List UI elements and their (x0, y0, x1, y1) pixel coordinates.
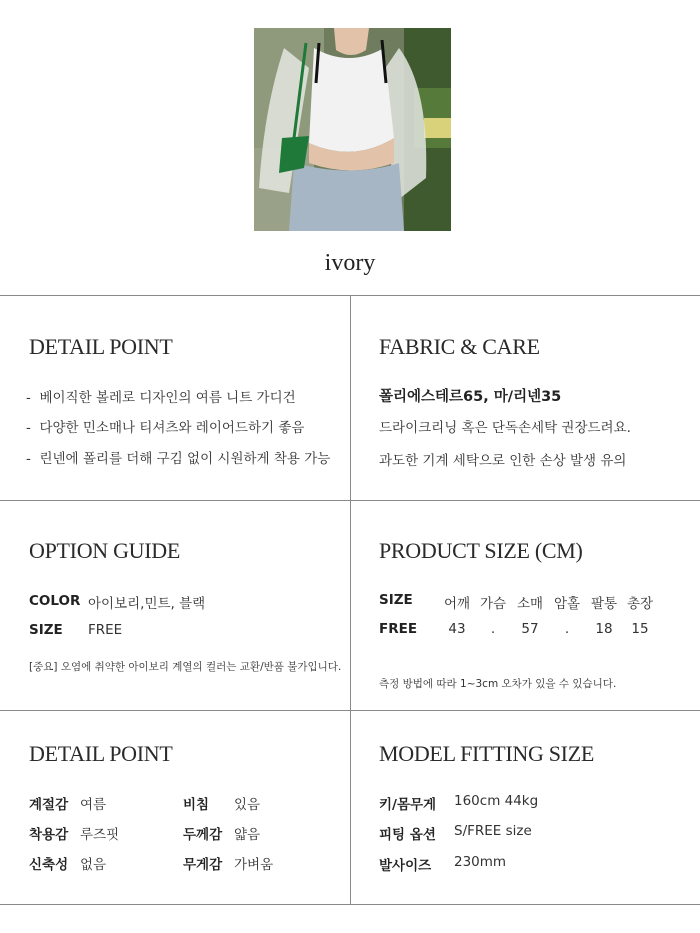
size-column-header: 암홀 (553, 596, 581, 612)
attr-value: 가벼움 (234, 857, 274, 873)
size-value: 57 (521, 621, 539, 637)
model-label: 키/몸무게 (379, 797, 437, 813)
size-row-label: FREE (379, 621, 418, 637)
vertical-divider (350, 295, 351, 904)
size-column-header: 총장 (626, 596, 654, 612)
model-value: 230mm (454, 854, 507, 870)
attr-value: 얇음 (234, 827, 261, 843)
detail-point-2-title: DETAIL POINT (29, 741, 173, 766)
attr-label: 비침 (183, 797, 210, 813)
divider (0, 904, 700, 905)
size-value: 15 (631, 621, 649, 637)
size-column-header: 어깨 (443, 596, 471, 612)
size-label: SIZE (29, 622, 63, 638)
size-header-label: SIZE (379, 592, 413, 608)
size-column-header: 가슴 (479, 596, 507, 612)
color-value: 아이보리,민트, 블랙 (88, 596, 206, 612)
attr-label: 무게감 (183, 857, 223, 873)
attr-value: 있음 (234, 797, 261, 813)
option-note: [중요] 오염에 취약한 아이보리 계열의 컬러는 교환/반품 불가입니다. (29, 661, 342, 673)
product-size-title: PRODUCT SIZE (CM) (379, 538, 583, 563)
attr-label: 착용감 (29, 827, 69, 843)
size-value: 43 (448, 621, 466, 637)
size-value: FREE (88, 622, 123, 638)
color-name: ivory (324, 250, 376, 276)
attr-value: 루즈핏 (80, 827, 120, 843)
model-value: 160cm 44kg (454, 793, 539, 809)
size-column-header: 소매 (516, 596, 544, 612)
fabric-care-title: FABRIC & CARE (379, 334, 540, 359)
care-line: 과도한 기계 세탁으로 인한 손상 발생 유의 (379, 453, 627, 469)
size-value: 18 (595, 621, 613, 637)
color-label: COLOR (29, 593, 81, 609)
option-guide-title: OPTION GUIDE (29, 538, 180, 563)
product-photo (254, 28, 451, 231)
detail-point-title: DETAIL POINT (29, 334, 173, 359)
size-value: . (564, 621, 570, 637)
detail-bullet: - 베이직한 볼레로 디자인의 여름 니트 가디건 (26, 390, 296, 406)
fabric-composition: 폴리에스테르65, 마/리넨35 (379, 389, 562, 405)
model-value: S/FREE size (454, 823, 532, 839)
model-label: 피팅 옵션 (379, 827, 436, 843)
size-column-header: 팔통 (590, 596, 618, 612)
care-line: 드라이크리닝 혹은 단독손세탁 권장드려요. (379, 420, 631, 436)
model-fitting-title: MODEL FITTING SIZE (379, 741, 594, 766)
size-value: . (490, 621, 496, 637)
attr-value: 여름 (80, 797, 107, 813)
attr-label: 계절감 (29, 797, 69, 813)
attr-label: 신축성 (29, 857, 69, 873)
model-label: 발사이즈 (379, 858, 432, 874)
size-note: 측정 방법에 따라 1~3cm 오차가 있을 수 있습니다. (379, 678, 617, 690)
attr-value: 없음 (80, 857, 107, 873)
detail-bullet: - 린넨에 폴리를 더해 구김 없이 시원하게 착용 가능 (26, 451, 331, 467)
detail-bullet: - 다양한 민소매나 티셔츠와 레이어드하기 좋음 (26, 420, 305, 436)
attr-label: 두께감 (183, 827, 223, 843)
